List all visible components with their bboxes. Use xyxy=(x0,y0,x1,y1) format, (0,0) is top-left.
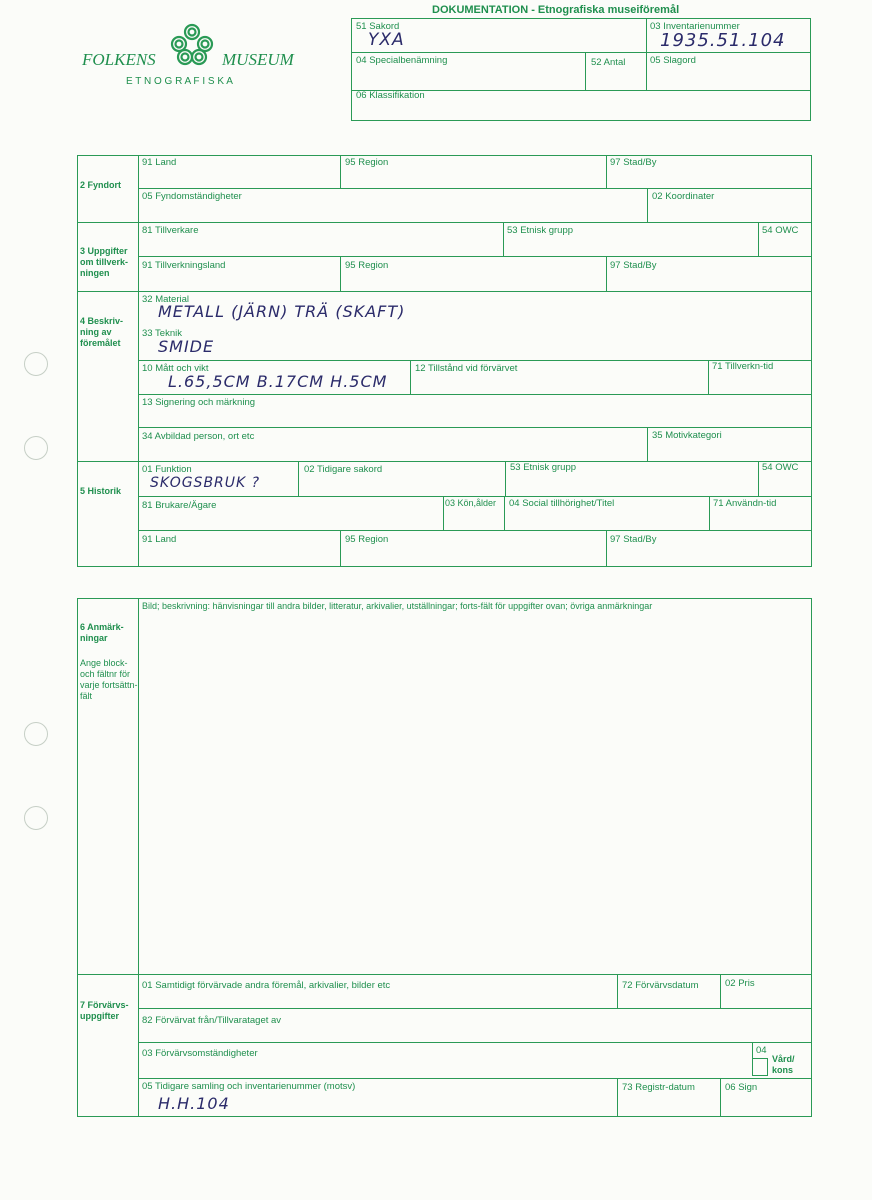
logo-knot-icon xyxy=(168,22,216,68)
matt-value[interactable]: L.65,5CM B.17CM H.5CM xyxy=(168,372,388,391)
historik-region: 95 Region xyxy=(345,534,389,545)
punch-hole xyxy=(24,436,48,460)
tillverkning-region: 95 Region xyxy=(345,260,389,271)
vard-kons-checkbox[interactable] xyxy=(752,1058,768,1076)
section-beskrivning: 4 Beskriv-ning av föremålet xyxy=(80,316,124,348)
section-anmarkningar: 6 Anmärk-ningar xyxy=(80,622,124,643)
antal-label: 52 Antal xyxy=(591,57,626,68)
slagord-label: 05 Slagord xyxy=(650,55,696,66)
section-historik: 5 Historik xyxy=(80,486,122,496)
logo-subtitle: E T N O G R A F I S K A xyxy=(126,76,233,87)
inventarienummer-label: 03 Inventarienummer xyxy=(650,21,740,32)
remarks-box xyxy=(77,598,812,1117)
forvarvsomstandigheter-label: 03 Förvärvsomständigheter xyxy=(142,1048,258,1059)
section-tillverkning: 3 Uppgifter om tillverk-ningen xyxy=(80,246,129,278)
funktion-value[interactable]: SKOGSBRUK ? xyxy=(150,475,261,491)
anmarkningar-header: Bild; beskrivning: hänvisningar till andra bilder, litteratur, arkivalier, utställningar; forts-fält för uppgifter ovan; övriga anmärkningar xyxy=(142,601,653,611)
registr-datum-label: 73 Registr-datum xyxy=(622,1082,695,1093)
matt-label: 10 Mått och vikt xyxy=(142,363,209,374)
historik-stad: 97 Stad/By xyxy=(610,534,657,545)
sakord-value[interactable]: YXA xyxy=(368,30,405,50)
tillverkning-etnisk-grupp: 53 Etnisk grupp xyxy=(507,225,574,236)
sakord-label: 51 Sakord xyxy=(356,21,400,32)
historik-land: 91 Land xyxy=(142,534,177,545)
section-fyndort: 2 Fyndort xyxy=(80,180,122,190)
klassifikation-label: 06 Klassifikation xyxy=(356,90,425,101)
fyndort-land: 91 Land xyxy=(142,157,177,168)
logo-text-right: MUSEUM xyxy=(222,50,294,69)
anmarkningar-instruction: Ange block-och fältnr för varje fortsättn-fält xyxy=(80,658,138,701)
logo-text-left: FOLKENS xyxy=(82,50,156,69)
vard-kons-label: Vård/ kons xyxy=(772,1054,795,1075)
specialbenamning-label: 04 Specialbenämning xyxy=(356,55,448,66)
teknik-label: 33 Teknik xyxy=(142,328,182,339)
forvarvat-fran-label: 82 Förvärvat från/Tillvarataget av xyxy=(142,1015,282,1026)
historik-owc: 54 OWC xyxy=(762,462,799,473)
fyndort-stad: 97 Stad/By xyxy=(610,157,657,168)
kon-alder-label: 03 Kön,ålder xyxy=(445,498,497,508)
sign-label: 06 Sign xyxy=(725,1082,758,1093)
material-label: 32 Material xyxy=(142,294,189,305)
forvarvsdatum-label: 72 Förvärvsdatum xyxy=(622,980,699,991)
koordinater-label: 02 Koordinater xyxy=(652,191,715,202)
tillverkning-owc: 54 OWC xyxy=(762,225,799,236)
punch-hole xyxy=(24,722,48,746)
avbildad-label: 34 Avbildad person, ort etc xyxy=(142,431,255,442)
social-label: 04 Social tillhörighet/Titel xyxy=(509,498,615,509)
pris-label: 02 Pris xyxy=(725,978,755,989)
tillverkn-tid-label: 71 Tillverkn-tid xyxy=(712,361,774,372)
tillverkningsland-label: 91 Tillverkningsland xyxy=(142,260,226,271)
punch-hole xyxy=(24,352,48,376)
section-forvarv: 7 Förvärvs-uppgifter xyxy=(80,1000,129,1021)
form-title: DOKUMENTATION - Etnografiska museiföremål xyxy=(432,4,680,16)
fyndort-region: 95 Region xyxy=(345,157,389,168)
teknik-value[interactable]: SMIDE xyxy=(158,337,215,356)
tidigare-sakord-label: 02 Tidigare sakord xyxy=(304,464,383,475)
brukare-label: 81 Brukare/Ägare xyxy=(142,500,217,511)
motivkategori-label: 35 Motivkategori xyxy=(652,430,722,441)
punch-hole xyxy=(24,806,48,830)
vard-num-label: 04 xyxy=(756,1045,767,1056)
samtidigt-label: 01 Samtidigt förvärvade andra föremål, arkivalier, bilder etc xyxy=(142,980,391,991)
tidigare-samling-label: 05 Tidigare samling och inventarienummer (motsv) xyxy=(142,1081,356,1092)
historik-etnisk-grupp: 53 Etnisk grupp xyxy=(510,462,577,473)
material-value[interactable]: METALL (JÄRN) TRÄ (SKAFT) xyxy=(158,302,406,321)
tillverkare-label: 81 Tillverkare xyxy=(142,225,199,236)
tillstand-label: 12 Tillstånd vid förvärvet xyxy=(415,363,518,374)
fyndomstandigheter-label: 05 Fyndomständigheter xyxy=(142,191,242,202)
tillverkning-stad: 97 Stad/By xyxy=(610,260,657,271)
anvandn-tid-label: 71 Användn-tid xyxy=(713,498,777,509)
funktion-label: 01 Funktion xyxy=(142,464,192,475)
inventarienummer-value[interactable]: 1935.51.104 xyxy=(660,30,786,51)
signering-label: 13 Signering och märkning xyxy=(142,397,256,408)
tidigare-samling-value[interactable]: H.H.104 xyxy=(158,1094,230,1113)
